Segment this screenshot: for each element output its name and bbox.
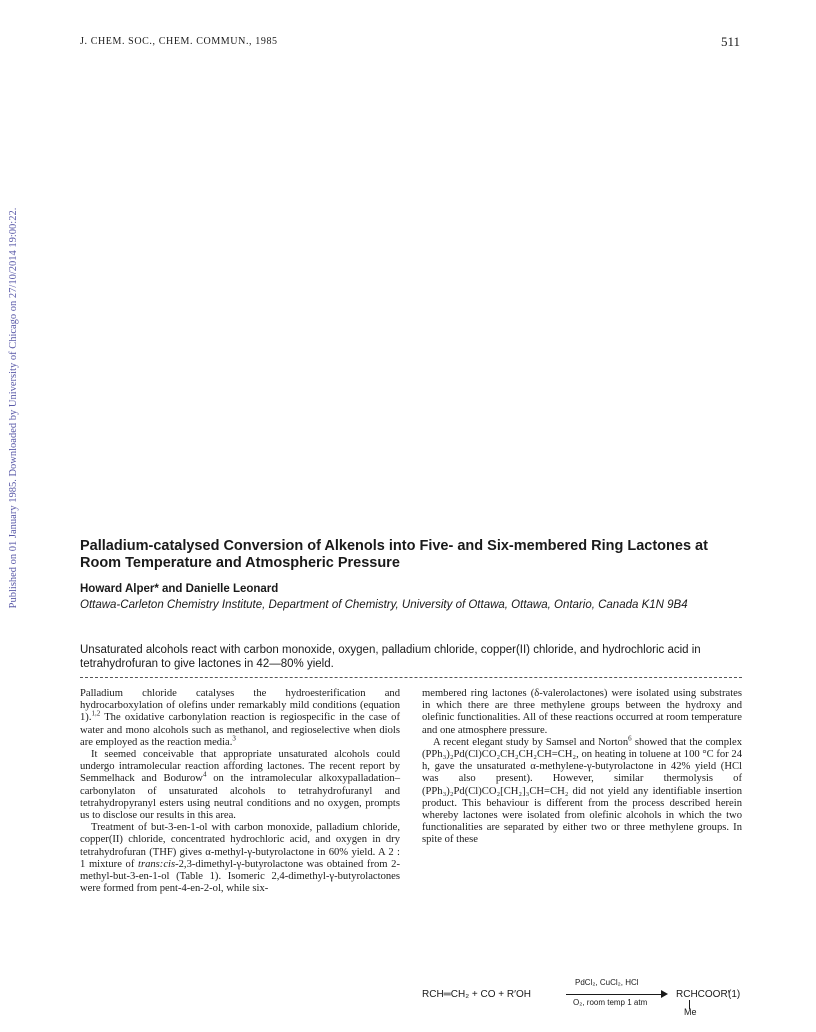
equation-conditions: O₂, room temp 1 atm (573, 998, 648, 1007)
equation-reactants: RCH═CH₂ + CO + R′OH (422, 989, 531, 1000)
journal-citation: J. CHEM. SOC., CHEM. COMMUN., 1985 (80, 36, 278, 47)
authors: Howard Alper* and Danielle Leonard (80, 583, 279, 595)
reference-marker: 3 (232, 734, 236, 743)
right-column (422, 688, 742, 847)
article-title: Palladium-catalysed Conversion of Alkenols into Five- and Six-membered Ring Lactones at Room Temperature and Atmospheric Pressure (80, 538, 708, 571)
abstract: Unsaturated alcohols react with carbon monoxide, oxygen, palladium chloride, copper(II) chloride, and hydrochloric acid in tetrahydrofuran to give lactones in 42—80% yield. (80, 644, 701, 670)
equation-substituent: Me (684, 1007, 697, 1017)
section-divider (80, 677, 742, 678)
reference-marker: 1,2 (91, 709, 101, 718)
download-stamp: Published on 01 January 1985. Downloaded by University of Chicago on 27/10/2014 19:00:22. (8, 207, 19, 609)
paragraph: It seemed conceivable that appropriate unsaturated alcohols could undergo intramolecular reaction affording lactones. The recent report by Semmelhack and Bodurow$^4$ on the intramolecular alkoxypalladation–carbonylaton of unsaturated alcohols to tetrahydrofuranyl and tetrahydropyranyl esters using neutral conditions and no oxygen, prompts us to disclose our results in this area. (80, 749, 400, 822)
reaction-arrow (566, 994, 666, 995)
arrow-head-icon (661, 990, 668, 998)
paragraph: Palladium chloride catalyses the hydroesterification and hydrocarboxylation of olefins under remarkably mild conditions (equation 1).$^{1,2}$ The oxidative carbonylation reaction is regiospecific in the case of water and mono alcohols such as methanol, and regioselective when diols are employed as the reaction media.$^3$ (80, 688, 400, 748)
paragraph: Treatment of but-3-en-1-ol with carbon monoxide, palladium chloride, copper(II) chloride, concentrated hydrochloric acid, and oxygen in dry tetrahydrofuran (THF) gives α-methyl-γ-butyrolactone in 60% yield. A 2 : 1 mixture of trans:cis-2,3-dimethyl-γ-butyrolactone was obtained from 2-methyl-but-3-en-1-ol (Table 1). Isomeric 2,4-dimethyl-γ-butyrolactones were formed from pent-4-en-2-ol, while six- (80, 822, 400, 895)
affiliation: Ottawa-Carleton Chemistry Institute, Department of Chemistry, University of Ottawa, Ottawa, Ontario, Canada K1N 9B4 (80, 599, 688, 611)
paragraph: membered ring lactones (δ-valerolactones) were isolated using substrates in which there are three methylene groups between the hydroxy and olefinic functionalities. All of these reactions occurred at room temperature and one atmosphere pressure. (422, 688, 742, 736)
equation-catalysts: PdCl₂, CuCl₂, HCl (575, 978, 639, 987)
reference-marker: 6 (628, 734, 632, 743)
reaction-equation (422, 977, 747, 1017)
reference-marker: 4 (202, 770, 207, 779)
left-column (80, 688, 400, 895)
equation-product: RCHCOOR′ (676, 989, 730, 1000)
page-number: 511 (720, 34, 740, 49)
paragraph: A recent elegant study by Samsel and Norton$^6$ showed that the complex (PPh₃)₂Pd(Cl)CO₂CH₂CH₂CH=CH₂, on heating in toluene at 100 °C for 24 h, gave the unsaturated α-methylene-γ-butyrolactone in 42% yield (HCl was also present). However, similar thermolysis of (PPh₃)₂Pd(Cl)CO₂[CH₂]₃CH=CH₂ did not yield any identifiable insertion product. This behaviour is different from the process described herein whereby lactones were isolated from olefinic alcohols in which the two functionalities are separated by either two or three methylene groups. In spite of these (422, 734, 742, 846)
equation-number: (1) (728, 989, 741, 1000)
